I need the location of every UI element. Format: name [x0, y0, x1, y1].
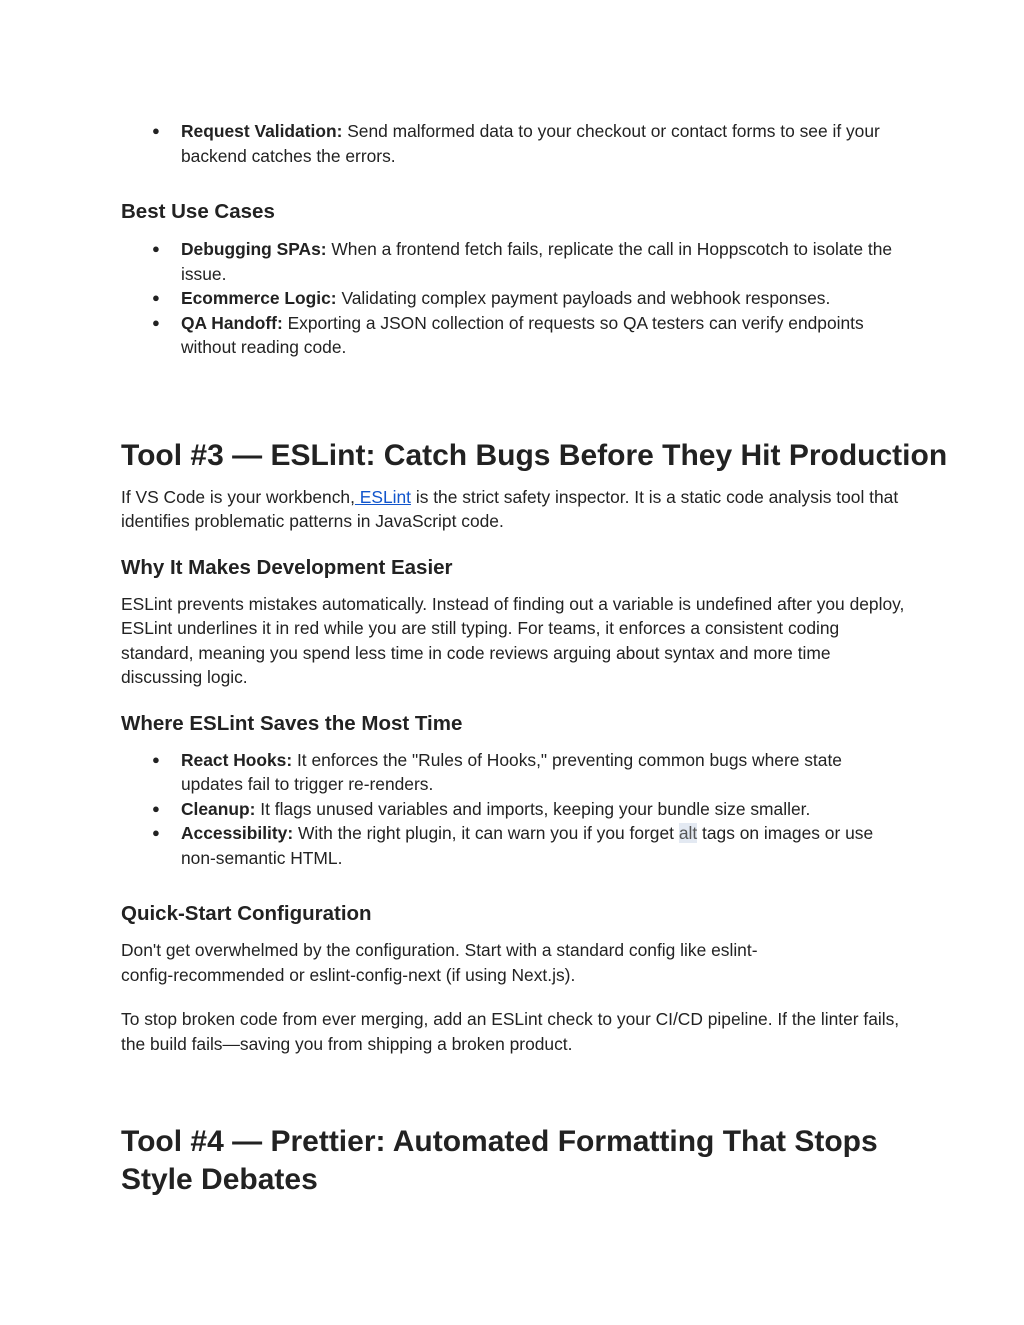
heading-best-use-cases: Best Use Cases — [121, 200, 275, 223]
list-item — [121, 821, 906, 870]
why-paragraph: ESLint prevents mistakes automatically. Instead of finding out a variable is undefined after you deploy, ESLint underlines it in red while you are still typing. For teams, it enforces a consistent coding standard, meaning you spend less time in code reviews arguing about syntax and more time discussing logic. — [121, 593, 905, 687]
bullet-icon: ● — [152, 290, 160, 305]
item-label: Cleanup: — [181, 798, 256, 819]
item-text: tags on images or use non-semantic HTML. — [181, 823, 874, 868]
item-text: Send malformed data to your checkout or contact forms to see if your backend catches the errors. — [181, 121, 880, 166]
item-text: With the right plugin, it can warn you if you forget — [293, 823, 679, 843]
bullet-icon: ● — [152, 751, 160, 767]
item-text: When a frontend fetch fails, replicate the call in Hoppscotch to isolate the issue. — [181, 239, 893, 284]
bullet-icon: ● — [152, 123, 160, 138]
bullet-icon: ● — [152, 241, 160, 256]
item-text: Validating complex payment payloads and webhook responses. — [336, 288, 831, 308]
item-label: Request Validation: — [181, 121, 343, 141]
item-text: Exporting a JSON collection of requests so QA testers can verify endpoints without reading code. — [181, 312, 864, 357]
item-label: Ecommerce Logic: — [181, 288, 337, 308]
item-text: It enforces the "Rules of Hooks," preventing common bugs where state updates fail to trigger re-renders. — [181, 749, 842, 794]
heading-tool-3: Tool #3 — ESLint: Catch Bugs Before They Hit Production — [121, 438, 948, 472]
tool3-intro — [121, 485, 906, 534]
item-text: It flags unused variables and imports, keeping your bundle size smaller. — [255, 798, 811, 819]
intro-text: is the strict safety inspector. It is a static code analysis tool that identifies problematic patterns in JavaScript code. — [121, 486, 899, 531]
item-label: Accessibility: — [181, 823, 294, 843]
eslint-link[interactable]: ESLint — [354, 486, 411, 507]
where-list — [121, 748, 906, 871]
item-label: QA Handoff: — [181, 312, 283, 333]
item-label: Debugging SPAs: — [181, 239, 327, 259]
bullet-icon: ● — [152, 800, 160, 816]
list-item — [121, 311, 906, 360]
list-item — [121, 748, 906, 797]
validation-list — [121, 119, 906, 168]
quick-paragraph-1: Don't get overwhelmed by the configuration. Start with a standard config like eslint-config-recommended or eslint-config-next (if using Next.js). — [121, 940, 758, 985]
intro-text: If VS Code is your workbench, — [121, 486, 355, 507]
heading-tool-4: Tool #4 — Prettier: Automated Formatting That Stops Style Debates — [121, 1125, 878, 1196]
bullet-icon: ● — [152, 825, 160, 840]
heading-where: Where ESLint Saves the Most Time — [121, 711, 463, 735]
best-use-cases-list — [121, 237, 906, 360]
heading-why: Why It Makes Development Easier — [121, 555, 453, 579]
bullet-icon: ● — [152, 314, 160, 330]
list-item — [121, 797, 906, 822]
heading-quick-start: Quick-Start Configuration — [121, 902, 372, 925]
list-item — [121, 237, 906, 286]
quick-paragraph-2: To stop broken code from ever merging, add an ESLint check to your CI/CD pipeline. If the linter fails, the build fails—saving you from shipping a broken product. — [121, 1009, 900, 1054]
list-item — [121, 119, 906, 168]
highlighted-code: alt — [678, 823, 698, 843]
item-label: React Hooks: — [181, 749, 293, 770]
list-item — [121, 286, 906, 311]
